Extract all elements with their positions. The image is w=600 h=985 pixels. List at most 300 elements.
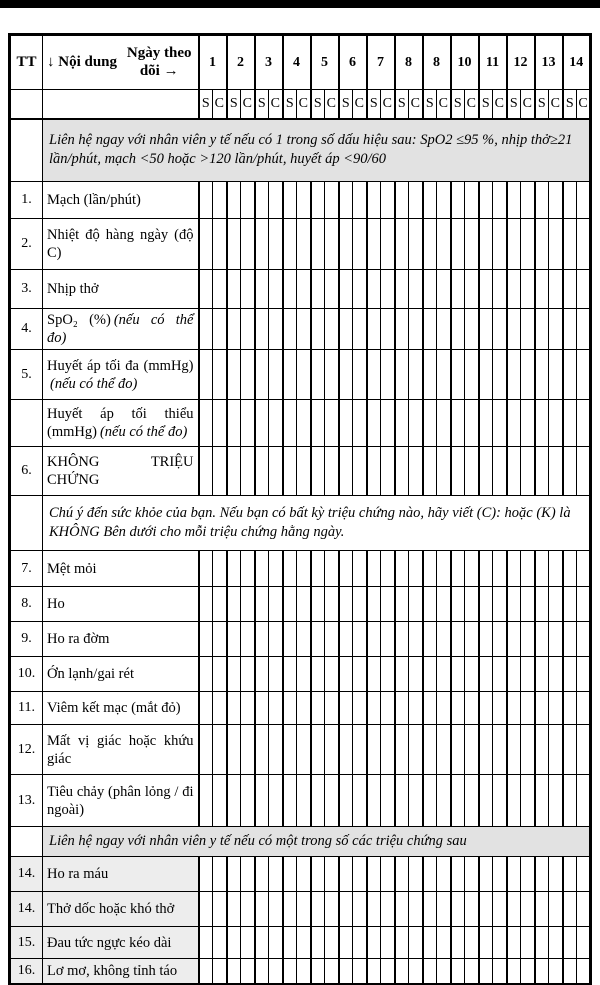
day-entry-cell: [353, 350, 367, 400]
day-entry-cell: [563, 892, 577, 927]
symptom-label-note: (nếu có thể đo): [99, 424, 188, 441]
table-row: [10, 182, 591, 219]
day-entry-cell: [423, 400, 437, 447]
day-entry-cell: [297, 892, 311, 927]
day-entry-cell: [353, 400, 367, 447]
day-entry-cell: [479, 927, 493, 959]
day-entry-cell: [535, 657, 549, 692]
table-row: [10, 350, 591, 400]
symptom-label-text: KHÔNG TRIỆU CHỨNG: [47, 454, 194, 489]
day-entry-cell: [311, 657, 325, 692]
sc-header-cell: C: [493, 90, 507, 119]
day-entry-cell: [535, 350, 549, 400]
day-entry-cell: [493, 692, 507, 725]
day-entry-cell: [465, 692, 479, 725]
day-entry-cell: [381, 587, 395, 622]
table-row: [10, 927, 591, 959]
day-entry-cell: [577, 182, 591, 219]
day-entry-cell: [395, 182, 409, 219]
day-entry-cell: [563, 182, 577, 219]
day-entry-cell: [213, 892, 227, 927]
day-entry-cell: [437, 400, 451, 447]
day-entry-cell: [255, 587, 269, 622]
day-entry-cell: [521, 551, 535, 587]
day-entry-cell: [227, 350, 241, 400]
day-entry-cell: [493, 725, 507, 775]
day-entry-cell: [493, 551, 507, 587]
day-entry-cell: [227, 587, 241, 622]
day-entry-cell: [227, 959, 241, 985]
day-entry-cell: [311, 400, 325, 447]
day-entry-cell: [227, 775, 241, 827]
day-entry-cell: [451, 927, 465, 959]
symptom-label-cell: [43, 182, 199, 219]
table-row: [10, 622, 591, 657]
day-entry-cell: [255, 219, 269, 270]
day-entry-cell: [283, 725, 297, 775]
day-entry-cell: [241, 892, 255, 927]
day-entry-cell: [297, 775, 311, 827]
day-entry-cell: [535, 857, 549, 892]
day-entry-cell: [451, 447, 465, 496]
day-entry-cell: [311, 892, 325, 927]
day-entry-cell: [353, 622, 367, 657]
day-entry-cell: [395, 927, 409, 959]
day-header-cell: 14: [563, 35, 591, 90]
day-entry-cell: [423, 692, 437, 725]
day-entry-cell: [423, 927, 437, 959]
day-entry-cell: [409, 775, 423, 827]
day-entry-cell: [423, 270, 437, 309]
day-entry-cell: [339, 959, 353, 985]
day-entry-cell: [493, 892, 507, 927]
day-entry-cell: [199, 725, 213, 775]
day-entry-cell: [521, 182, 535, 219]
day-entry-cell: [297, 350, 311, 400]
day-entry-cell: [549, 857, 563, 892]
day-entry-cell: [297, 587, 311, 622]
symptom-label-text: Ho: [47, 596, 65, 613]
day-entry-cell: [549, 587, 563, 622]
day-entry-cell: [577, 775, 591, 827]
day-entry-cell: [549, 182, 563, 219]
day-entry-cell: [199, 219, 213, 270]
symptom-label-cell: [43, 622, 199, 657]
day-entry-cell: [395, 657, 409, 692]
day-entry-cell: [353, 725, 367, 775]
day-entry-cell: [479, 657, 493, 692]
day-entry-cell: [493, 219, 507, 270]
day-entry-cell: [311, 219, 325, 270]
day-entry-cell: [367, 892, 381, 927]
instruction-row: [10, 496, 591, 551]
day-entry-cell: [381, 857, 395, 892]
day-entry-cell: [549, 892, 563, 927]
sc-header-cell: S: [563, 90, 577, 119]
symptom-label-text: Huyết áp tối đa (mmHg): [47, 357, 194, 374]
row-number-cell: 13.: [10, 775, 43, 827]
day-entry-cell: [199, 622, 213, 657]
day-entry-cell: [227, 857, 241, 892]
day-entry-cell: [283, 400, 297, 447]
day-entry-cell: [479, 400, 493, 447]
day-entry-cell: [423, 657, 437, 692]
day-entry-cell: [339, 350, 353, 400]
day-entry-cell: [199, 350, 213, 400]
day-entry-cell: [325, 692, 339, 725]
day-entry-cell: [409, 182, 423, 219]
day-entry-cell: [465, 959, 479, 985]
day-entry-cell: [283, 657, 297, 692]
day-entry-cell: [493, 622, 507, 657]
day-entry-cell: [325, 587, 339, 622]
symptom-label-cell: [43, 400, 199, 447]
day-entry-cell: [241, 270, 255, 309]
day-entry-cell: [423, 219, 437, 270]
day-entry-cell: [423, 587, 437, 622]
symptom-label-text: Ớn lạnh/gai rét: [47, 666, 134, 683]
day-header-cell: 1: [199, 35, 227, 90]
day-entry-cell: [311, 692, 325, 725]
day-entry-cell: [493, 270, 507, 309]
day-entry-cell: [507, 927, 521, 959]
day-entry-cell: [451, 182, 465, 219]
header-cell-content-empty: [43, 90, 199, 119]
day-entry-cell: [367, 692, 381, 725]
row-number-cell: 14.: [10, 892, 43, 927]
day-entry-cell: [395, 350, 409, 400]
day-entry-cell: [465, 657, 479, 692]
day-entry-cell: [367, 622, 381, 657]
row-number-cell: [10, 496, 43, 551]
day-entry-cell: [507, 270, 521, 309]
day-entry-cell: [521, 400, 535, 447]
day-entry-cell: [479, 182, 493, 219]
day-entry-cell: [577, 551, 591, 587]
day-entry-cell: [549, 350, 563, 400]
table-row: [10, 657, 591, 692]
day-entry-cell: [563, 657, 577, 692]
day-entry-cell: [535, 892, 549, 927]
day-entry-cell: [465, 587, 479, 622]
day-entry-cell: [465, 447, 479, 496]
day-entry-cell: [269, 182, 283, 219]
row-number-cell: 10.: [10, 657, 43, 692]
day-header-cell: 13: [535, 35, 563, 90]
day-entry-cell: [213, 657, 227, 692]
day-entry-cell: [549, 692, 563, 725]
symptom-label-text: Huyết áp tối thiểu (mmHg): [47, 406, 194, 441]
day-entry-cell: [395, 551, 409, 587]
day-axis-label-line2: dõi →: [139, 62, 179, 79]
day-entry-cell: [437, 182, 451, 219]
day-entry-cell: [325, 182, 339, 219]
day-entry-cell: [465, 270, 479, 309]
day-entry-cell: [269, 857, 283, 892]
day-header-cell: 3: [255, 35, 283, 90]
instruction-text: Chú ý đến sức khỏe của bạn. Nếu bạn có bất kỳ triệu chứng nào, hãy viết (C): hoặc (K) là KHÔNG Bên dưới cho mỗi triệu chứng hằng ngày.: [43, 496, 591, 551]
day-entry-cell: [339, 551, 353, 587]
day-entry-cell: [255, 270, 269, 309]
day-entry-cell: [493, 927, 507, 959]
day-entry-cell: [297, 551, 311, 587]
row-number-cell: [10, 827, 43, 857]
day-entry-cell: [213, 622, 227, 657]
table-row: [10, 892, 591, 927]
day-entry-cell: [269, 270, 283, 309]
sc-header-cell: C: [437, 90, 451, 119]
symptom-label-cell: [43, 927, 199, 959]
day-entry-cell: [311, 857, 325, 892]
day-entry-cell: [339, 400, 353, 447]
symptom-label-note: (nếu có thể đo): [47, 312, 194, 347]
symptom-label-text: Tiêu chảy (phân lỏng / đi ngoài): [47, 783, 194, 818]
day-entry-cell: [451, 857, 465, 892]
day-header-cell: 12: [507, 35, 535, 90]
day-entry-cell: [339, 270, 353, 309]
day-entry-cell: [381, 551, 395, 587]
day-entry-cell: [227, 219, 241, 270]
day-entry-cell: [549, 400, 563, 447]
day-entry-cell: [367, 857, 381, 892]
day-entry-cell: [213, 400, 227, 447]
table-row: [10, 775, 591, 827]
symptom-label-cell: [43, 657, 199, 692]
day-entry-cell: [577, 927, 591, 959]
day-entry-cell: [269, 447, 283, 496]
day-entry-cell: [339, 587, 353, 622]
day-entry-cell: [325, 447, 339, 496]
day-header-cell: 6: [339, 35, 367, 90]
day-entry-cell: [395, 447, 409, 496]
sc-header-cell: C: [577, 90, 591, 119]
symptom-label-cell: [43, 270, 199, 309]
day-entry-cell: [297, 400, 311, 447]
day-entry-cell: [339, 725, 353, 775]
day-entry-cell: [381, 959, 395, 985]
day-entry-cell: [381, 622, 395, 657]
day-entry-cell: [381, 270, 395, 309]
day-entry-cell: [353, 587, 367, 622]
day-entry-cell: [283, 892, 297, 927]
symptom-label-cell: [43, 551, 199, 587]
day-entry-cell: [381, 400, 395, 447]
day-entry-cell: [423, 892, 437, 927]
day-entry-cell: [535, 725, 549, 775]
day-entry-cell: [423, 309, 437, 350]
day-entry-cell: [353, 959, 367, 985]
day-entry-cell: [283, 775, 297, 827]
day-entry-cell: [563, 551, 577, 587]
day-entry-cell: [479, 219, 493, 270]
symptom-label-cell: [43, 447, 199, 496]
day-entry-cell: [255, 309, 269, 350]
table-row: [10, 400, 591, 447]
table-row: [10, 959, 591, 985]
day-entry-cell: [339, 182, 353, 219]
day-entry-cell: [437, 692, 451, 725]
symptom-label-text: Nhiệt độ hàng ngày (độ C): [47, 226, 194, 261]
day-entry-cell: [353, 927, 367, 959]
day-header-cell: 4: [283, 35, 311, 90]
symptom-label-text: Nhịp thở: [47, 280, 99, 297]
day-entry-cell: [199, 892, 213, 927]
day-entry-cell: [549, 309, 563, 350]
day-entry-cell: [325, 927, 339, 959]
row-number-cell: 9.: [10, 622, 43, 657]
day-entry-cell: [269, 692, 283, 725]
symptom-label-cell: [43, 587, 199, 622]
day-entry-cell: [507, 309, 521, 350]
day-entry-cell: [493, 587, 507, 622]
sc-header-cell: C: [213, 90, 227, 119]
day-entry-cell: [213, 447, 227, 496]
day-entry-cell: [549, 447, 563, 496]
day-entry-cell: [227, 400, 241, 447]
day-entry-cell: [451, 219, 465, 270]
day-entry-cell: [577, 692, 591, 725]
day-entry-cell: [451, 657, 465, 692]
day-entry-cell: [269, 622, 283, 657]
day-entry-cell: [339, 657, 353, 692]
day-entry-cell: [395, 270, 409, 309]
day-entry-cell: [199, 447, 213, 496]
day-entry-cell: [311, 959, 325, 985]
day-entry-cell: [577, 892, 591, 927]
day-entry-cell: [521, 927, 535, 959]
day-entry-cell: [325, 857, 339, 892]
day-entry-cell: [213, 350, 227, 400]
day-entry-cell: [577, 657, 591, 692]
symptom-label-cell: [43, 219, 199, 270]
day-entry-cell: [297, 959, 311, 985]
day-entry-cell: [269, 892, 283, 927]
sc-header-cell: C: [353, 90, 367, 119]
day-entry-cell: [437, 270, 451, 309]
header-cell-tt-empty: [10, 90, 43, 119]
day-entry-cell: [479, 587, 493, 622]
symptom-label-text: Thở dốc hoặc khó thở: [47, 901, 175, 918]
day-entry-cell: [353, 857, 367, 892]
day-entry-cell: [395, 959, 409, 985]
day-entry-cell: [563, 775, 577, 827]
day-entry-cell: [297, 692, 311, 725]
day-entry-cell: [409, 270, 423, 309]
day-entry-cell: [577, 309, 591, 350]
day-entry-cell: [507, 447, 521, 496]
day-entry-cell: [563, 350, 577, 400]
day-entry-cell: [521, 725, 535, 775]
day-entry-cell: [381, 725, 395, 775]
table-row: [10, 270, 591, 309]
day-entry-cell: [465, 182, 479, 219]
day-header-cell: 10: [451, 35, 479, 90]
day-entry-cell: [535, 587, 549, 622]
day-entry-cell: [535, 309, 549, 350]
table-row: [10, 551, 591, 587]
day-entry-cell: [353, 270, 367, 309]
day-entry-cell: [451, 725, 465, 775]
day-entry-cell: [437, 657, 451, 692]
day-entry-cell: [367, 309, 381, 350]
day-entry-cell: [395, 587, 409, 622]
day-entry-cell: [451, 587, 465, 622]
day-entry-cell: [367, 725, 381, 775]
symptom-label-text: Ho ra máu: [47, 866, 109, 883]
symptom-label-cell: [43, 725, 199, 775]
day-entry-cell: [521, 447, 535, 496]
day-entry-cell: [297, 725, 311, 775]
day-entry-cell: [493, 857, 507, 892]
day-entry-cell: [325, 959, 339, 985]
day-entry-cell: [213, 587, 227, 622]
row-number-cell: [10, 119, 43, 182]
day-entry-cell: [339, 692, 353, 725]
day-entry-cell: [549, 725, 563, 775]
day-entry-cell: [395, 775, 409, 827]
day-entry-cell: [507, 892, 521, 927]
day-entry-cell: [353, 309, 367, 350]
day-entry-cell: [283, 692, 297, 725]
day-entry-cell: [353, 551, 367, 587]
day-entry-cell: [521, 959, 535, 985]
day-entry-cell: [577, 857, 591, 892]
day-entry-cell: [213, 270, 227, 309]
day-entry-cell: [339, 309, 353, 350]
day-entry-cell: [465, 927, 479, 959]
day-entry-cell: [325, 657, 339, 692]
day-entry-cell: [451, 775, 465, 827]
day-entry-cell: [563, 622, 577, 657]
day-entry-cell: [325, 270, 339, 309]
row-number-cell: 7.: [10, 551, 43, 587]
day-entry-cell: [269, 219, 283, 270]
day-entry-cell: [367, 400, 381, 447]
row-number-cell: 3.: [10, 270, 43, 309]
day-entry-cell: [395, 725, 409, 775]
day-entry-cell: [521, 892, 535, 927]
day-entry-cell: [507, 725, 521, 775]
day-entry-cell: [241, 775, 255, 827]
day-entry-cell: [451, 959, 465, 985]
day-entry-cell: [423, 182, 437, 219]
day-entry-cell: [563, 587, 577, 622]
day-entry-cell: [367, 447, 381, 496]
day-entry-cell: [577, 270, 591, 309]
header-cell-content: [43, 35, 199, 90]
day-entry-cell: [465, 892, 479, 927]
day-header-cell: 7: [367, 35, 395, 90]
day-entry-cell: [507, 350, 521, 400]
day-entry-cell: [409, 587, 423, 622]
day-entry-cell: [549, 959, 563, 985]
symptom-label-cell: [43, 959, 199, 985]
day-entry-cell: [255, 927, 269, 959]
day-axis-label-line1: Ngày theo: [126, 45, 192, 62]
day-entry-cell: [297, 219, 311, 270]
day-entry-cell: [465, 309, 479, 350]
day-entry-cell: [409, 309, 423, 350]
sc-header-cell: S: [199, 90, 213, 119]
day-entry-cell: [339, 927, 353, 959]
day-entry-cell: [199, 309, 213, 350]
day-entry-cell: [241, 182, 255, 219]
day-entry-cell: [339, 219, 353, 270]
day-entry-cell: [493, 775, 507, 827]
day-entry-cell: [521, 692, 535, 725]
day-entry-cell: [311, 551, 325, 587]
day-entry-cell: [437, 775, 451, 827]
